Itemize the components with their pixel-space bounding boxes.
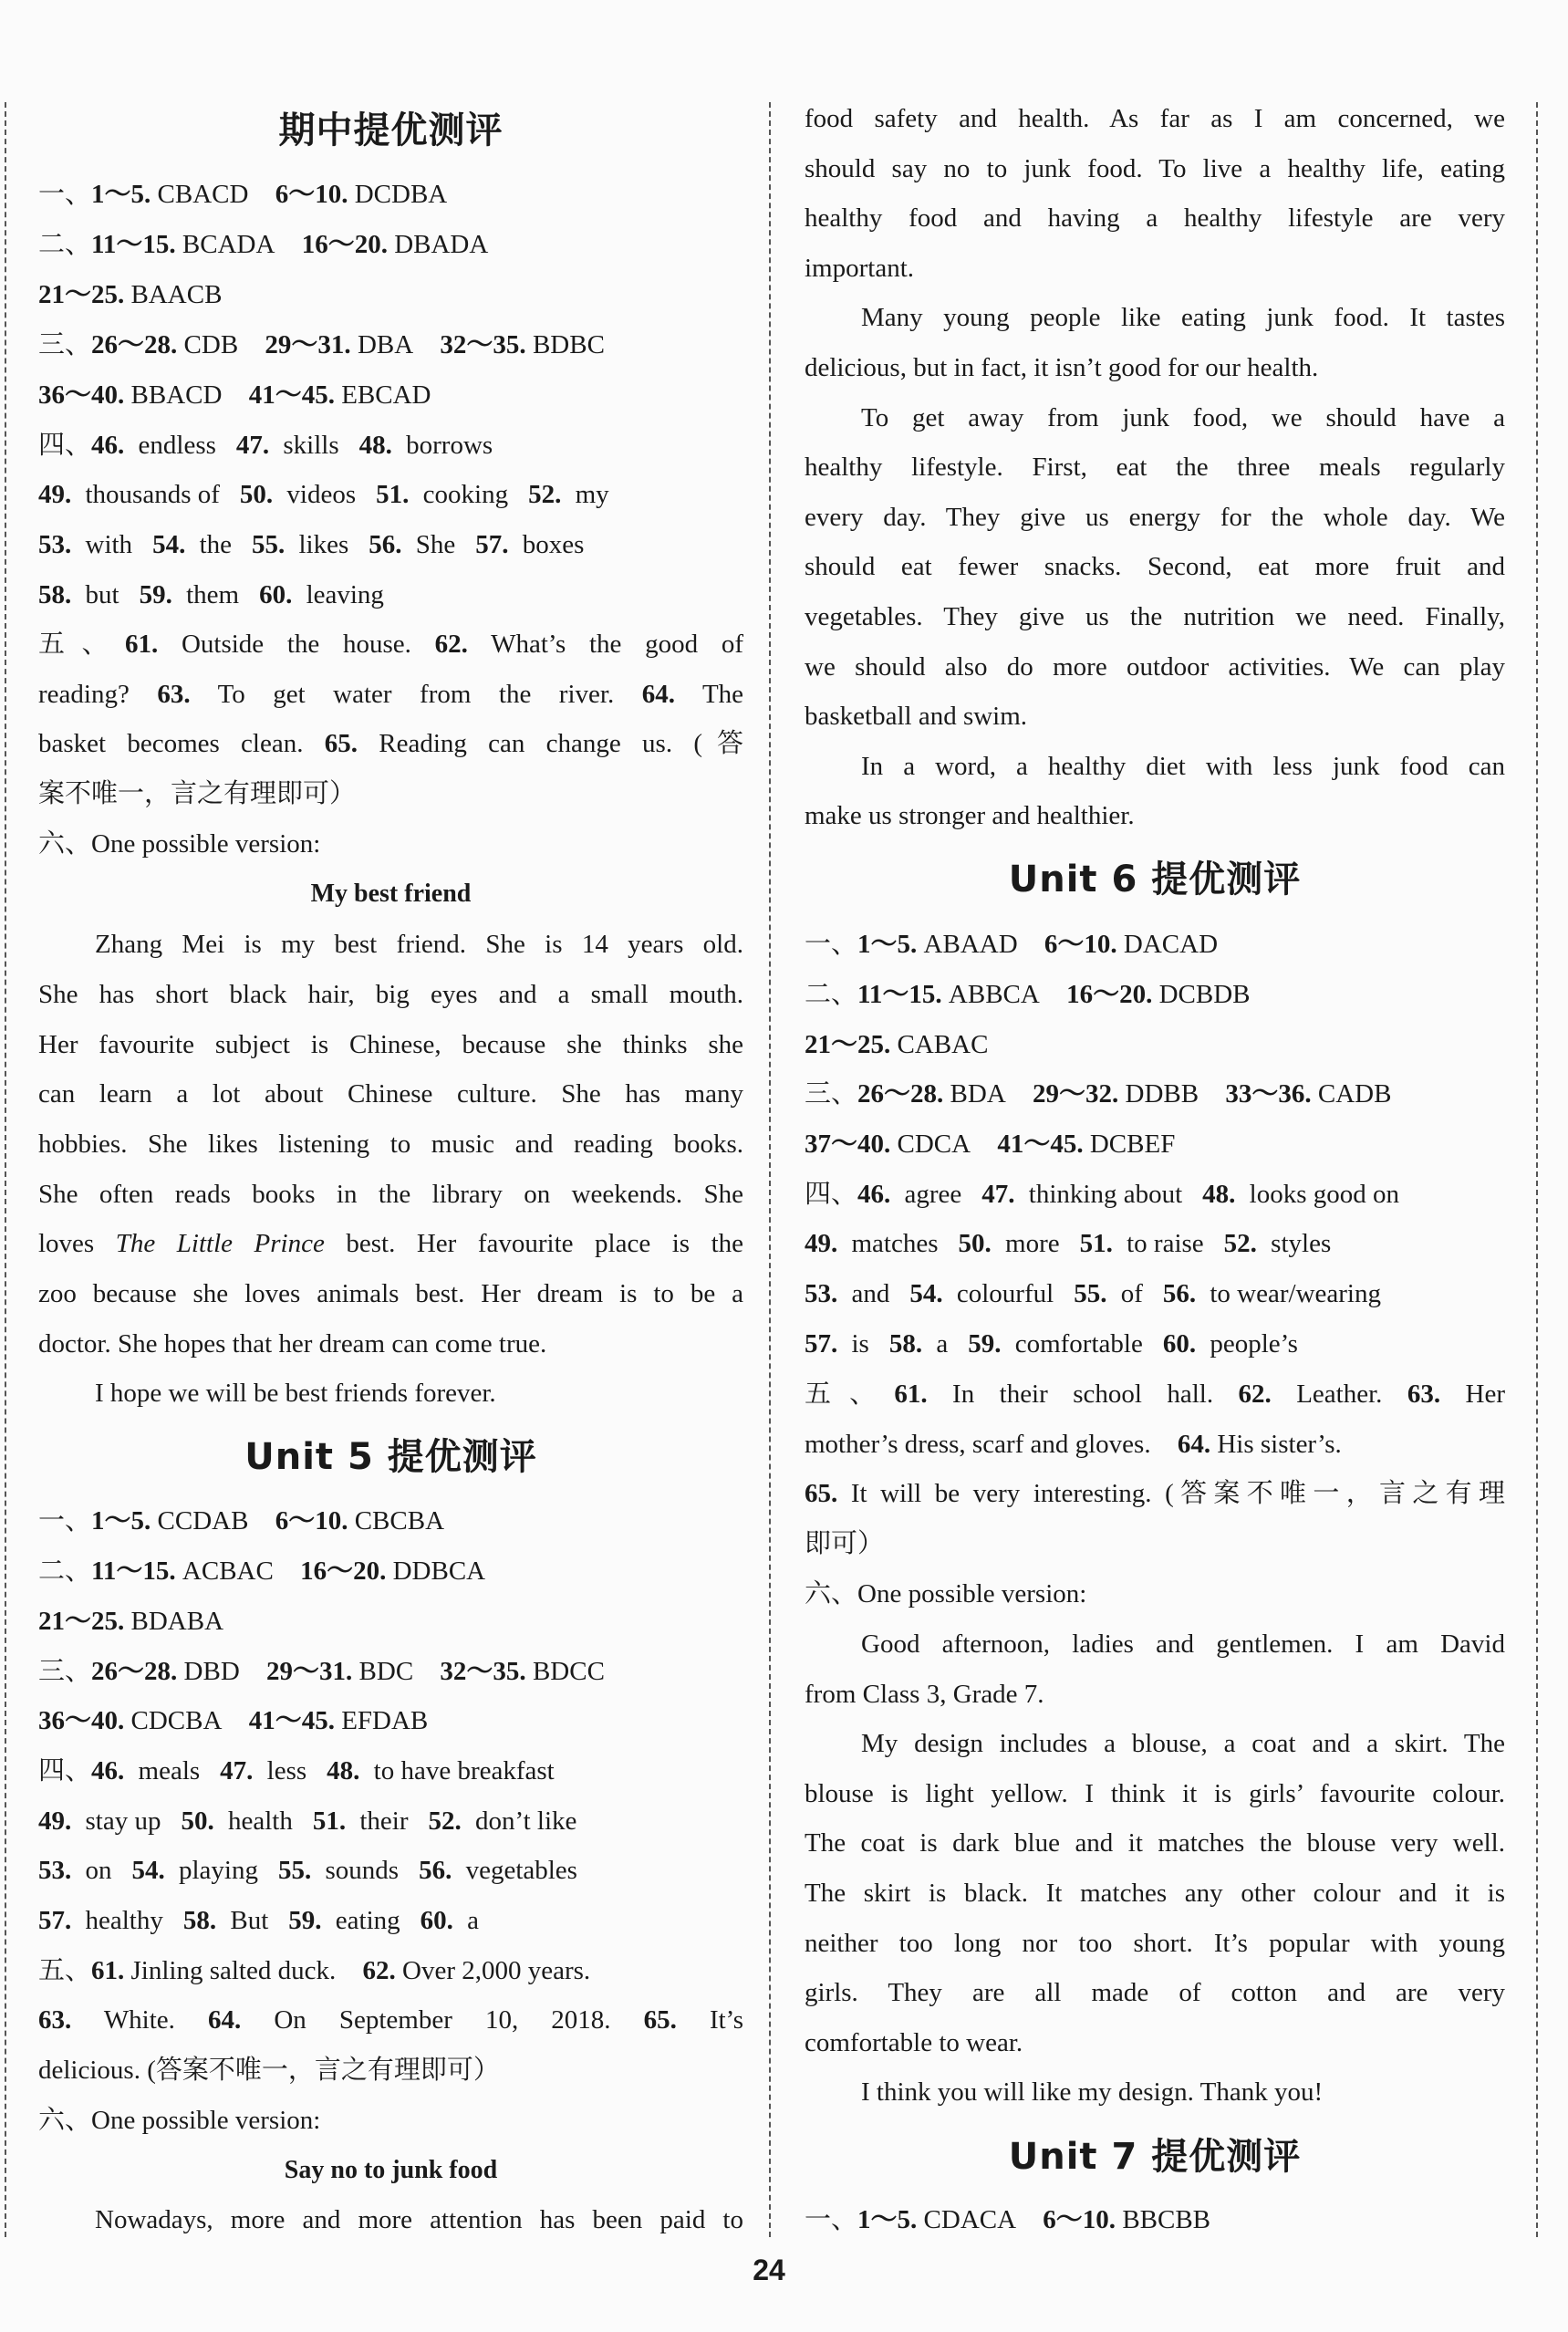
essay-line: Zhang Mei is my best friend. She is 14 years old.: [95, 930, 743, 959]
answer-word: and: [845, 1279, 890, 1308]
item-number: 57.: [38, 1906, 72, 1935]
answer-line: 一、1～5. CBACD 6～10. DCDBA: [38, 180, 448, 209]
answer-word: don’t like: [468, 1806, 577, 1836]
essay-line: healthy food and having a healthy lifestyle are very: [805, 203, 1505, 234]
item-number: 59.: [968, 1329, 1002, 1359]
answer-line: 二、11～15. ACBAC 16～20. DDBCA: [38, 1556, 486, 1586]
answer-line: 一、1～5. CDACA 6～10. BBCBB: [805, 2205, 1211, 2234]
item-number: 51.: [312, 1806, 347, 1836]
answer-word: thousands of: [78, 480, 220, 509]
answer-word: is: [845, 1329, 869, 1359]
item-number: 54.: [909, 1279, 943, 1308]
answer-word: their: [353, 1806, 409, 1836]
answer-line: 四、46. meals 47. less 48. to have breakfast: [38, 1756, 555, 1785]
answer-line: [38, 1846, 743, 1895]
item-number: 53.: [38, 1856, 72, 1885]
item-number: 48.: [327, 1756, 360, 1785]
answer-word: matches: [845, 1229, 939, 1258]
answer-word: less: [260, 1756, 307, 1785]
answer-word: boxes: [515, 530, 585, 559]
essay-title: Say no to junk food: [284, 2156, 498, 2184]
item-number: 49.: [805, 1229, 838, 1258]
item-number: 56.: [419, 1856, 452, 1885]
item-number: 51.: [376, 480, 410, 509]
item-number: 57.: [805, 1329, 838, 1359]
left-border-dashed-line: [5, 102, 6, 2237]
essay-line: To get away from junk food, we should have a: [861, 402, 1505, 432]
answer-word: looks good on: [1242, 1180, 1399, 1209]
answer-word: a: [460, 1906, 479, 1935]
answer-word: styles: [1263, 1229, 1332, 1258]
answer-line: mother’s dress, scarf and gloves. 64. His sister’s.: [805, 1430, 1342, 1459]
essay-line: food safety and health. As far as I am concerned, we: [805, 104, 1505, 133]
column-divider-dashed-line: [769, 102, 771, 2237]
item-number: 56.: [369, 530, 402, 559]
item-number: 58.: [182, 1906, 217, 1935]
item-number: 55.: [278, 1856, 312, 1885]
item-number: 54.: [131, 1856, 165, 1885]
answer-word: sounds: [318, 1856, 400, 1885]
essay-line: zoo because she loves animals best. Her dream is to be a: [38, 1279, 743, 1308]
item-number: 52.: [1223, 1229, 1257, 1258]
answer-word: skills: [276, 431, 339, 460]
answer-word: thinking about: [1022, 1180, 1183, 1209]
essay-line: should say no to junk food. To live a healthy life, eating: [805, 153, 1505, 183]
answer-word: people’s: [1203, 1329, 1298, 1359]
essay-line: hobbies. She likes listening to music and reading books.: [38, 1130, 743, 1159]
section-title-unit6: Unit 6 提优测评: [1008, 859, 1302, 901]
answer-line: 三、26～28. CDB 29～31. DBA 32～35. BDBC: [38, 330, 605, 359]
answer-line: 一、1～5. ABAAD 6～10. DACAD: [805, 930, 1219, 959]
item-number: 56.: [1162, 1279, 1197, 1308]
item-number: 60.: [420, 1906, 453, 1935]
answer-word: likes: [292, 530, 349, 559]
essay-line: Many young people like eating junk food. It tastes: [861, 303, 1505, 333]
answer-word: to wear/wearing: [1203, 1279, 1381, 1308]
item-number: 47.: [220, 1756, 254, 1785]
item-number: 55.: [1074, 1279, 1107, 1308]
answer-word: cooking: [416, 480, 509, 509]
answer-line: 21～25. CABAC: [805, 1030, 989, 1059]
item-number: 49.: [38, 480, 72, 509]
essay-title: My best friend: [310, 880, 472, 908]
answer-line: [805, 1319, 1505, 1369]
essay-line: girls. They are all made of cotton and are very: [805, 1978, 1505, 2008]
answer-word: borrows: [399, 431, 493, 460]
item-number: 52.: [428, 1806, 462, 1836]
answer-line: [38, 570, 743, 619]
answer-word: agree: [898, 1180, 962, 1209]
answer-line: [805, 1269, 1505, 1318]
answer-line: 36～40. CDCBA 41～45. EFDAB: [38, 1706, 429, 1735]
answer-word: comfortable: [1008, 1329, 1143, 1359]
answer-word: endless: [131, 431, 216, 460]
answer-word: of: [1114, 1279, 1143, 1308]
essay-line: In a word, a healthy diet with less junk food can: [861, 751, 1505, 781]
item-number: 53.: [38, 530, 72, 559]
essay-line: make us stronger and healthier.: [805, 801, 1135, 831]
item-number: 53.: [805, 1279, 838, 1308]
answer-line: 65. It will be very interesting. (答案不唯一，言之有理: [805, 1479, 1505, 1508]
item-number: 59.: [139, 580, 172, 609]
item-number: 49.: [38, 1806, 72, 1836]
book-title: The Little Prince: [115, 1229, 325, 1258]
section-title-midterm: 期中提优测评: [278, 109, 504, 151]
answer-line: 五、61. Jinling salted duck. 62. Over 2,000 years.: [38, 1956, 591, 1985]
answer-line: [38, 1796, 743, 1846]
item-number: 55.: [252, 530, 286, 559]
answer-word: my: [568, 480, 609, 509]
item-number: 58.: [888, 1329, 923, 1359]
answer-line: [805, 1219, 1505, 1268]
answer-line: reading? 63. To get water from the river. 64. The: [38, 680, 744, 709]
answer-line: [38, 470, 743, 519]
answer-line: [38, 1896, 743, 1945]
right-border-dashed-line: [1536, 102, 1538, 2237]
answer-line: 二、11～15. ABBCA 16～20. DCBDB: [805, 980, 1251, 1009]
answer-word: them: [179, 580, 240, 609]
essay-line: The coat is dark blue and it matches the blouse very well.: [805, 1828, 1505, 1858]
essay-line: healthy lifestyle. First, eat the three meals regularly: [805, 453, 1505, 483]
item-number: 51.: [1079, 1229, 1113, 1258]
answer-line: 36～40. BBACD 41～45. EBCAD: [38, 380, 431, 410]
essay-line: Her favourite subject is Chinese, because she thinks she: [38, 1030, 743, 1059]
essay-line: My design includes a blouse, a coat and a skirt. The: [861, 1729, 1505, 1759]
essay-line: basketball and swim.: [805, 702, 1028, 732]
answer-word: a: [929, 1329, 949, 1359]
fill-list: [91, 431, 513, 460]
answer-word: with: [78, 530, 133, 559]
answer-word: playing: [171, 1856, 258, 1885]
answer-line: delicious. (答案不唯一，言之有理即可）: [38, 2056, 500, 2085]
essay-line: neither too long nor too short. It’s popular with young: [805, 1928, 1505, 1958]
answer-line: [38, 520, 743, 569]
item-number: 50.: [239, 480, 274, 509]
answer-line: basket becomes clean. 65. Reading can change us. (答: [38, 729, 744, 758]
answer-line: 五、61. Outside the house. 62. What’s the good of: [38, 630, 744, 659]
answer-word: videos: [280, 480, 357, 509]
page-number: 24: [753, 2254, 785, 2286]
answer-line: 六、One possible version:: [805, 1579, 1087, 1608]
essay-line: loves The Little Prince best. Her favourite place is the: [38, 1229, 744, 1258]
essay-line: I think you will like my design. Thank you!: [861, 2077, 1324, 2108]
answer-word: colourful: [950, 1279, 1054, 1308]
answer-word: to raise: [1119, 1229, 1204, 1258]
answer-line: 三、26～28. DBD 29～31. BDC 32～35. BDCC: [38, 1657, 605, 1686]
item-number: 57.: [475, 530, 509, 559]
answer-word: but: [78, 580, 119, 609]
answer-word: But: [223, 1906, 269, 1935]
answer-word: She: [409, 530, 456, 559]
answer-line: 21～25. BDABA: [38, 1607, 224, 1636]
item-number: 60.: [1162, 1329, 1197, 1359]
essay-line: doctor. She hopes that her dream can come true.: [38, 1329, 547, 1359]
answer-line: 一、1～5. CCDAB 6～10. CBCBA: [38, 1506, 445, 1536]
essay-line: She often reads books in the library on weekends. She: [38, 1180, 743, 1209]
essay-line: The skirt is black. It matches any other colour and it is: [805, 1879, 1505, 1908]
answer-word: health: [221, 1806, 293, 1836]
answer-line: 案不唯一，言之有理即可）: [38, 779, 357, 808]
essay-line: I hope we will be best friends forever.: [95, 1379, 496, 1408]
answer-word: leaving: [299, 580, 384, 609]
essay-line: Good afternoon, ladies and gentlemen. I am David: [861, 1629, 1505, 1659]
essay-line: can learn a lot about Chinese culture. She has many: [38, 1079, 743, 1109]
item-number: 59.: [288, 1906, 322, 1935]
item-number: 47.: [235, 431, 270, 460]
answer-line: 四、46. endless 47. skills 48. borrows: [38, 421, 743, 470]
item-number: 46.: [857, 1180, 891, 1209]
answer-word: the: [192, 530, 232, 559]
answer-line: 63. White. 64. On September 10, 2018. 65. It’s: [38, 2005, 743, 2035]
answer-line: 21～25. BAACB: [38, 280, 223, 309]
item-number: 47.: [981, 1180, 1015, 1209]
essay-line: vegetables. They give us the nutrition we need. Finally,: [805, 602, 1505, 631]
item-number: 50.: [958, 1229, 992, 1258]
item-number: 48.: [358, 431, 392, 460]
answer-line: 四、46. agree 47. thinking about 48. looks good on: [805, 1180, 1399, 1209]
item-number: 60.: [259, 580, 293, 609]
section-title-unit5: Unit 5 提优测评: [244, 1436, 537, 1478]
item-number: 50.: [181, 1806, 214, 1836]
answer-line: 六、One possible version:: [38, 829, 321, 859]
essay-line: every day. They give us energy for the whole day. We: [805, 502, 1505, 532]
answer-line: 三、26～28. BDA 29～32. DDBB 33～36. CADB: [805, 1079, 1392, 1109]
item-number: 46.: [91, 431, 125, 460]
essay-line: blouse is light yellow. I think it is girls’ favourite colour.: [805, 1778, 1505, 1808]
item-number: 54.: [152, 530, 186, 559]
essay-line: delicious, but in fact, it isn’t good for our health.: [805, 353, 1319, 382]
item-number: 46.: [91, 1756, 125, 1785]
essay-line: comfortable to wear.: [805, 2027, 1023, 2057]
essay-line: we should also do more outdoor activities. We can play: [805, 651, 1505, 682]
essay-line: She has short black hair, big eyes and a small mouth.: [38, 980, 743, 1009]
answer-line: 即可）: [805, 1529, 885, 1558]
essay-line: Nowadays, more and more attention has been paid to: [95, 2205, 743, 2234]
answer-line: 37～40. CDCA 41～45. DCBEF: [805, 1130, 1176, 1159]
item-number: 52.: [528, 480, 562, 509]
section-title-unit7: Unit 7 提优测评: [1008, 2136, 1302, 2178]
answer-word: eating: [328, 1906, 400, 1935]
answer-word: meals: [131, 1756, 201, 1785]
item-number: 58.: [38, 580, 72, 609]
essay-line: important.: [805, 253, 915, 283]
answer-word: to have breakfast: [367, 1756, 555, 1785]
answer-line: 五、61. In their school hall. 62. Leather. 63. Her: [805, 1379, 1506, 1409]
essay-line: from Class 3, Grade 7.: [805, 1679, 1044, 1709]
answer-line: 六、One possible version:: [38, 2106, 321, 2135]
answer-word: healthy: [78, 1906, 163, 1935]
answer-word: stay up: [78, 1806, 161, 1836]
answer-word: more: [998, 1229, 1060, 1258]
essay-line: should eat fewer snacks. Second, eat more fruit and: [805, 552, 1505, 582]
answer-word: on: [78, 1856, 112, 1885]
answer-word: vegetables: [459, 1856, 577, 1885]
item-number: 48.: [1202, 1180, 1236, 1209]
answer-line: 二、11～15. BCADA 16～20. DBADA: [38, 230, 489, 259]
